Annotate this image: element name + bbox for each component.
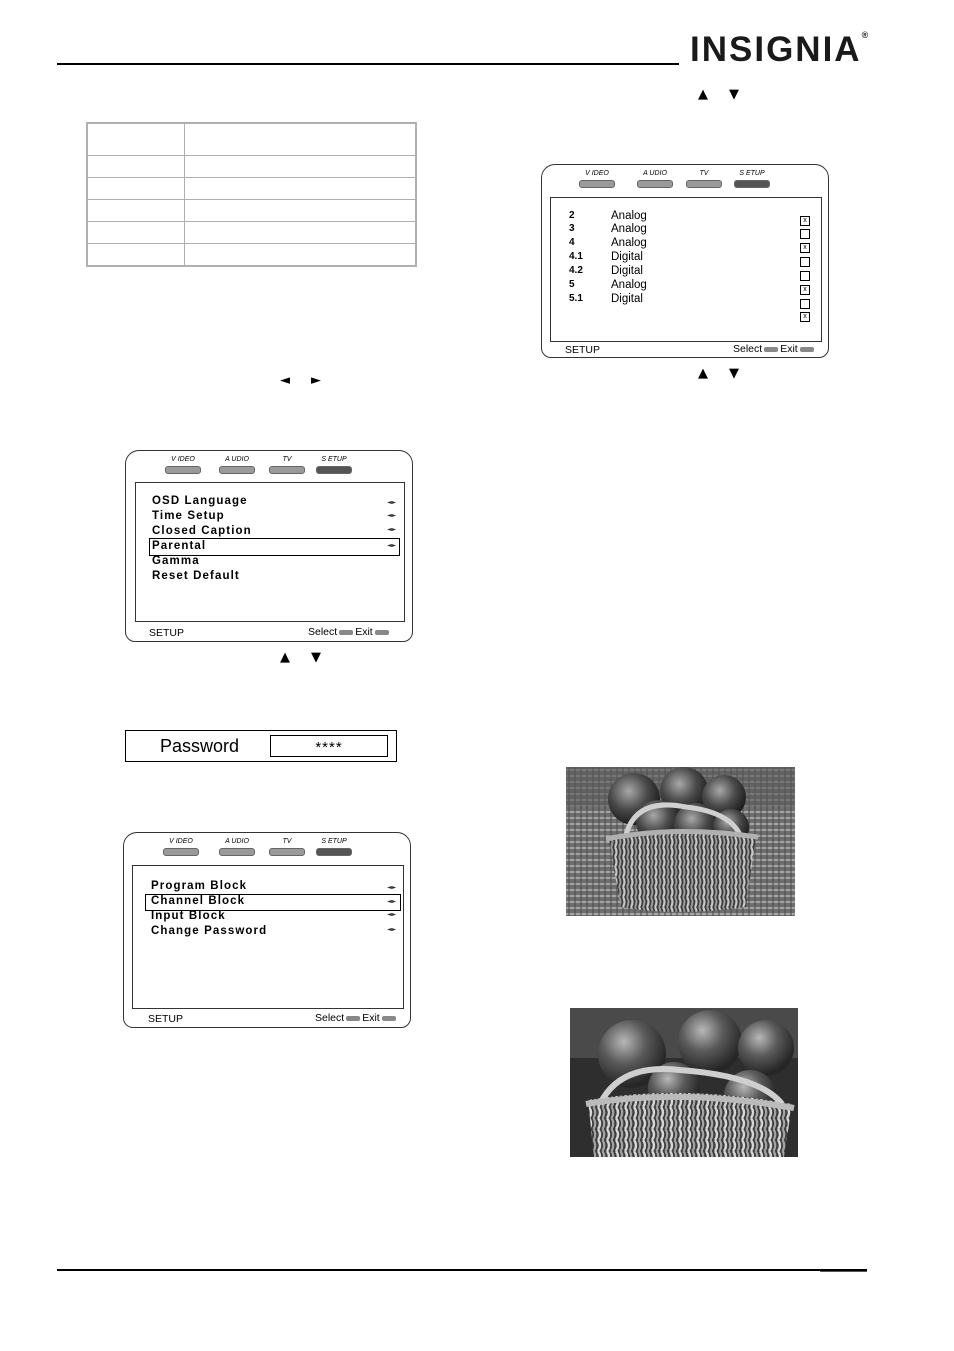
up-arrow-icon: ▲ [698, 366, 708, 381]
left-right-icon: ◄► [387, 526, 397, 533]
tab-audio[interactable]: A UDIO [217, 456, 257, 476]
tab-setup[interactable]: S ETUP [732, 170, 772, 190]
left-right-icon: ◄► [387, 911, 397, 918]
left-right-icon: ◄► [387, 926, 397, 933]
left-right-icon: ◄► [387, 542, 397, 549]
password-dialog [125, 730, 397, 762]
block-checkbox[interactable]: x [800, 312, 810, 322]
footer-select-exit: Select Exit [308, 626, 391, 638]
block-checkbox[interactable] [800, 257, 810, 267]
footer-setup-label: SETUP [148, 1013, 184, 1025]
block-checkbox[interactable] [800, 299, 810, 309]
password-field[interactable]: **** [270, 735, 388, 757]
gamma-sample-photo-1 [566, 767, 795, 916]
menu-item-osd-language[interactable]: OSD Language [152, 495, 248, 507]
right-arrow-icon: ► [311, 373, 321, 388]
empty-table [86, 122, 417, 267]
left-right-icon: ◄► [387, 884, 397, 891]
footer-select-exit: Select Exit [315, 1012, 398, 1024]
up-arrow-icon: ▲ [280, 650, 290, 665]
menu-item-change-password[interactable]: Change Password [151, 925, 268, 937]
setup-menu-screen [125, 450, 413, 642]
footer-select-exit: Select Exit [733, 343, 816, 355]
menu-item-program-block[interactable]: Program Block [151, 880, 248, 892]
down-arrow-icon: ▼ [729, 87, 739, 102]
menu-item-closed-caption[interactable]: Closed Caption [152, 525, 252, 537]
tab-tv[interactable]: TV [684, 170, 724, 190]
tab-tv[interactable]: TV [267, 838, 307, 858]
parental-menu-screen [123, 832, 411, 1028]
insignia-logo: INSIGNIA® [690, 30, 869, 69]
menu-item-input-block[interactable]: Input Block [151, 910, 226, 922]
down-arrow-icon: ▼ [311, 650, 321, 665]
tab-audio[interactable]: A UDIO [635, 170, 675, 190]
block-checkbox[interactable] [800, 271, 810, 281]
menu-item-gamma[interactable]: Gamma [152, 555, 200, 567]
tab-audio[interactable]: A UDIO [217, 838, 257, 858]
menu-item-time-setup[interactable]: Time Setup [152, 510, 225, 522]
block-checkbox[interactable]: x [800, 243, 810, 253]
left-right-icon: ◄► [387, 898, 397, 905]
tab-video[interactable]: V IDEO [163, 456, 203, 476]
header-rule [57, 63, 679, 65]
tab-tv[interactable]: TV [267, 456, 307, 476]
gamma-sample-photo-2 [570, 1008, 798, 1157]
up-arrow-icon: ▲ [698, 87, 708, 102]
left-arrow-icon: ◄ [280, 373, 290, 388]
footer-rule-accent [820, 1271, 867, 1272]
block-checkbox[interactable] [800, 229, 810, 239]
menu-item-parental[interactable]: Parental [152, 540, 207, 552]
channel-block-screen: V IDEO A UDIO TV S ETUP 2 Analog 3 Analog 4 Analog 4.1 Digital 4.2 Digital 5 Analog 5.1 Digital x x x x SETUP Select Exit [541, 164, 829, 358]
menu-item-reset-default[interactable]: Reset Default [152, 570, 240, 582]
tab-video[interactable]: V IDEO [577, 170, 617, 190]
left-right-icon: ◄► [387, 512, 397, 519]
left-right-icon: ◄► [387, 499, 397, 506]
footer-setup-label: SETUP [565, 344, 601, 356]
block-checkbox[interactable]: x [800, 216, 810, 226]
tab-video[interactable]: V IDEO [161, 838, 201, 858]
tab-setup[interactable]: S ETUP [314, 456, 354, 476]
footer-rule [57, 1269, 867, 1271]
footer-setup-label: SETUP [149, 627, 185, 639]
tab-setup[interactable]: S ETUP [314, 838, 354, 858]
down-arrow-icon: ▼ [729, 366, 739, 381]
menu-item-channel-block[interactable]: Channel Block [151, 895, 246, 907]
block-checkbox[interactable]: x [800, 285, 810, 295]
password-label: Password [160, 736, 240, 756]
